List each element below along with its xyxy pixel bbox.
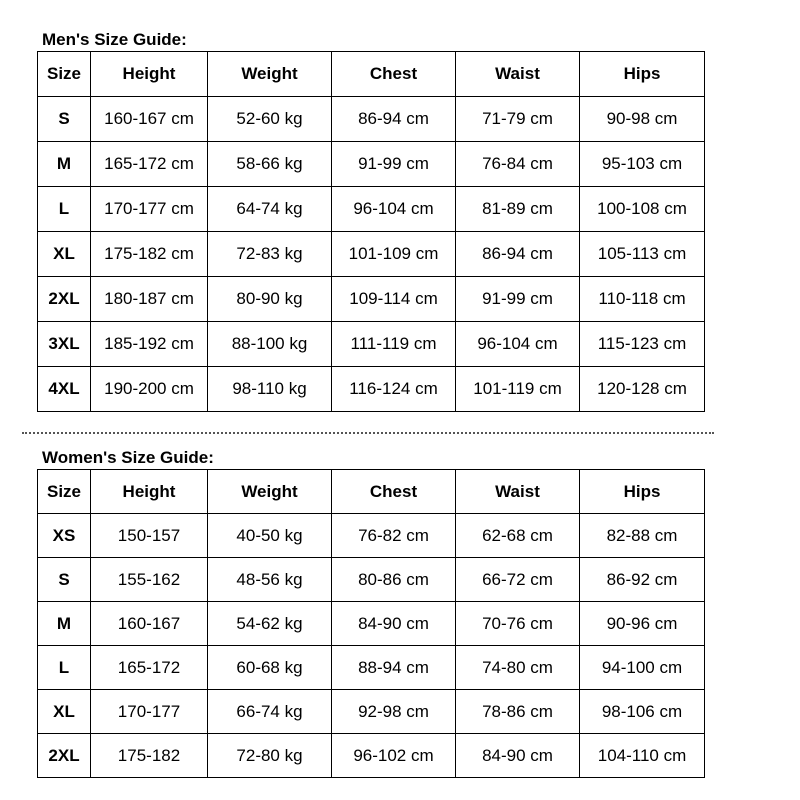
column-header-hips: Hips [580,470,705,514]
hips-cell: 120-128 cm [580,367,705,412]
column-header-height: Height [91,52,208,97]
table-row [38,734,705,778]
weight-cell: 40-50 kg [208,514,332,558]
women-size-guide-title: Women's Size Guide: [42,448,214,467]
weight-cell: 58-66 kg [208,142,332,187]
waist-cell: 74-80 cm [456,646,580,690]
size-cell: L [38,646,91,690]
height-cell: 165-172 [91,646,208,690]
waist-cell: 70-76 cm [456,602,580,646]
height-cell: 160-167 cm [91,97,208,142]
chest-cell: 84-90 cm [332,602,456,646]
table-row [38,232,705,277]
chest-cell: 80-86 cm [332,558,456,602]
hips-cell: 95-103 cm [580,142,705,187]
weight-cell: 66-74 kg [208,690,332,734]
size-cell: XL [38,232,91,277]
size-cell: M [38,142,91,187]
chest-cell: 101-109 cm [332,232,456,277]
column-header-waist: Waist [456,470,580,514]
hips-cell: 115-123 cm [580,322,705,367]
table-row [38,187,705,232]
weight-cell: 98-110 kg [208,367,332,412]
weight-cell: 64-74 kg [208,187,332,232]
hips-cell: 98-106 cm [580,690,705,734]
waist-cell: 86-94 cm [456,232,580,277]
height-cell: 175-182 cm [91,232,208,277]
table-row [38,514,705,558]
chest-cell: 116-124 cm [332,367,456,412]
column-header-size: Size [38,470,91,514]
hips-cell: 104-110 cm [580,734,705,778]
chest-cell: 86-94 cm [332,97,456,142]
column-header-waist: Waist [456,52,580,97]
chest-cell: 88-94 cm [332,646,456,690]
chest-cell: 91-99 cm [332,142,456,187]
weight-cell: 54-62 kg [208,602,332,646]
men-size-table [37,51,705,412]
table-row [38,690,705,734]
size-cell: XS [38,514,91,558]
height-cell: 190-200 cm [91,367,208,412]
table-row [38,322,705,367]
table-header-row [38,470,705,514]
table-row [38,558,705,602]
column-header-chest: Chest [332,470,456,514]
table-header-row [38,52,705,97]
waist-cell: 96-104 cm [456,322,580,367]
waist-cell: 78-86 cm [456,690,580,734]
table-row [38,602,705,646]
waist-cell: 66-72 cm [456,558,580,602]
size-cell: 2XL [38,277,91,322]
chest-cell: 96-104 cm [332,187,456,232]
chest-cell: 92-98 cm [332,690,456,734]
weight-cell: 72-80 kg [208,734,332,778]
weight-cell: 48-56 kg [208,558,332,602]
chest-cell: 96-102 cm [332,734,456,778]
table-row [38,646,705,690]
height-cell: 170-177 [91,690,208,734]
column-header-height: Height [91,470,208,514]
hips-cell: 90-96 cm [580,602,705,646]
weight-cell: 88-100 kg [208,322,332,367]
waist-cell: 76-84 cm [456,142,580,187]
size-cell: 4XL [38,367,91,412]
hips-cell: 82-88 cm [580,514,705,558]
size-cell: S [38,558,91,602]
height-cell: 150-157 [91,514,208,558]
chest-cell: 111-119 cm [332,322,456,367]
column-header-size: Size [38,52,91,97]
table-row [38,277,705,322]
hips-cell: 94-100 cm [580,646,705,690]
size-cell: 2XL [38,734,91,778]
waist-cell: 71-79 cm [456,97,580,142]
hips-cell: 105-113 cm [580,232,705,277]
hips-cell: 86-92 cm [580,558,705,602]
column-header-weight: Weight [208,52,332,97]
table-row [38,97,705,142]
column-header-chest: Chest [332,52,456,97]
height-cell: 160-167 [91,602,208,646]
women-size-table [37,469,705,778]
hips-cell: 110-118 cm [580,277,705,322]
height-cell: 180-187 cm [91,277,208,322]
weight-cell: 72-83 kg [208,232,332,277]
column-header-hips: Hips [580,52,705,97]
waist-cell: 62-68 cm [456,514,580,558]
waist-cell: 91-99 cm [456,277,580,322]
height-cell: 175-182 [91,734,208,778]
waist-cell: 81-89 cm [456,187,580,232]
column-header-weight: Weight [208,470,332,514]
table-row [38,367,705,412]
height-cell: 170-177 cm [91,187,208,232]
weight-cell: 52-60 kg [208,97,332,142]
hips-cell: 90-98 cm [580,97,705,142]
size-cell: S [38,97,91,142]
waist-cell: 84-90 cm [456,734,580,778]
hips-cell: 100-108 cm [580,187,705,232]
height-cell: 165-172 cm [91,142,208,187]
height-cell: 185-192 cm [91,322,208,367]
size-cell: XL [38,690,91,734]
weight-cell: 60-68 kg [208,646,332,690]
size-cell: M [38,602,91,646]
size-cell: 3XL [38,322,91,367]
waist-cell: 101-119 cm [456,367,580,412]
weight-cell: 80-90 kg [208,277,332,322]
size-cell: L [38,187,91,232]
height-cell: 155-162 [91,558,208,602]
men-size-guide-title: Men's Size Guide: [42,30,187,49]
chest-cell: 109-114 cm [332,277,456,322]
table-row [38,142,705,187]
dotted-divider [22,432,714,434]
chest-cell: 76-82 cm [332,514,456,558]
